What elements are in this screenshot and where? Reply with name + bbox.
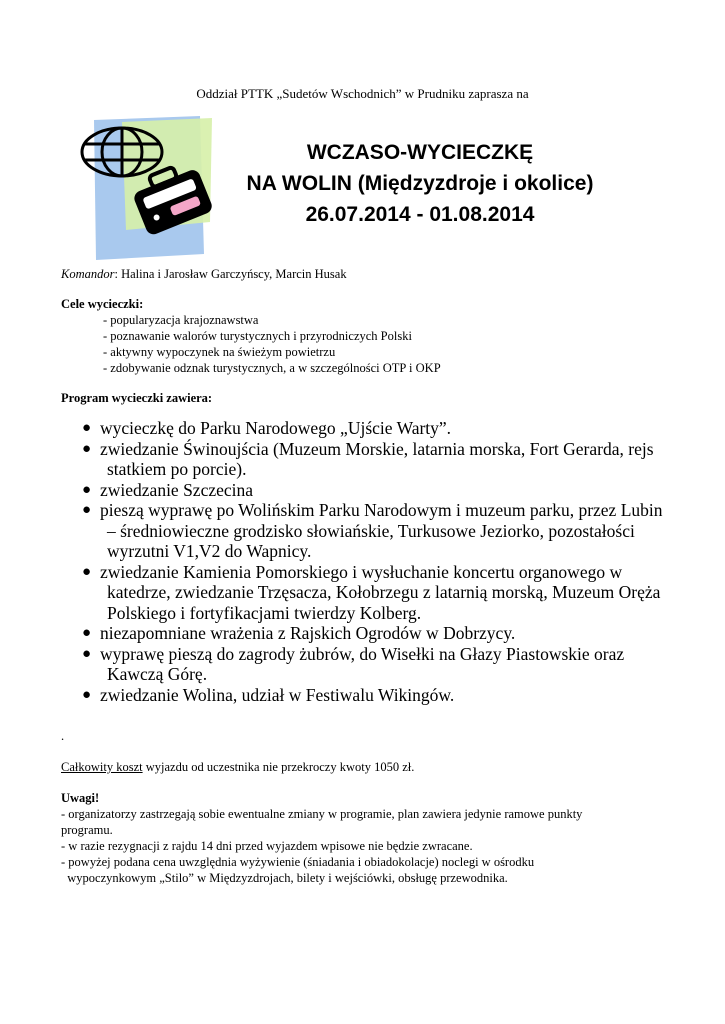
uwagi-line: - w razie rezygnacji z rajdu 14 dni przed wyjazdem wpisowe nie będzie zwracane. [61, 839, 473, 853]
program-item-text: zwiedzanie Wolina, udział w Festiwalu Wikingów. [100, 684, 455, 705]
komandor-label: Komandor [61, 267, 115, 281]
list-item [82, 480, 682, 501]
bullet-icon: ● [82, 481, 92, 498]
cost-text: wyjazdu od uczestnika nie przekroczy kwoty 1050 zł. [142, 760, 415, 774]
program-heading-text: Program wycieczki zawiera: [61, 391, 213, 405]
cele-item: - poznawanie walorów turystycznych i przyrodniczych Polski [103, 329, 412, 343]
cele-item: - zdobywanie odznak turystycznych, a w szczególności OTP i OKP [103, 361, 441, 375]
title-dates: 26.07.2014 - 01.08.2014 [305, 203, 535, 226]
komandor-value: : Halina i Jarosław Garczyńscy, Marcin Husak [114, 267, 347, 281]
program-list [82, 418, 682, 705]
list-item [82, 418, 682, 439]
program-heading [61, 390, 212, 406]
program-item-text: wyprawę pieszą do zagrody żubrów, do Wisełki na Głazy Piastowskie oraz [100, 643, 625, 664]
cost-line [61, 759, 414, 775]
program-item-text: zwiedzanie Szczecina [100, 479, 254, 500]
bullet-icon: ● [82, 625, 92, 641]
program-item-continuation: Kawczą Górę. [107, 664, 208, 684]
cele-section [61, 296, 441, 376]
cele-item: - popularyzacja krajoznawstwa [103, 313, 259, 327]
bullet-icon: ● [82, 686, 92, 703]
uwagi-line: programu. [61, 823, 113, 837]
bullet-icon: ● [82, 502, 92, 518]
uwagi-line: - organizatorzy zastrzegają sobie ewentualne zmiany w programie, plan zawiera jedynie ramowe punkty [61, 807, 583, 821]
program-item-continuation: wyrzutni V1,V2 do Wapnicy. [107, 541, 312, 561]
intro-line: Oddział PTTK „Sudetów Wschodnich” w Prudniku zaprasza na [196, 86, 529, 101]
title-line-2: NA WOLIN (Międzyzdroje i okolice) [246, 172, 594, 195]
bullet-icon: ● [82, 420, 92, 436]
cost-label: Całkowity koszt [61, 760, 143, 774]
list-item [82, 562, 682, 624]
program-item-continuation: – średniowieczne grodzisko słowiańskie, Turkusowe Jeziorko, pozostałości [107, 520, 635, 541]
cele-heading: Cele wycieczki: [61, 297, 144, 311]
bullet-icon: ● [82, 563, 92, 580]
bullet-icon: ● [82, 440, 92, 457]
uwagi-heading: Uwagi! [61, 791, 100, 805]
program-item-text: wycieczkę do Parku Narodowego „Ujście Warty”. [100, 418, 452, 438]
uwagi-line: wypoczynkowym „Stilo” w Międzyzdrojach, bilety i wejściówki, obsługę przewodnika. [61, 871, 508, 885]
uwagi-section [61, 790, 681, 886]
cele-item: - aktywny wypoczynek na świeżym powietrzu [103, 345, 336, 359]
program-item-text: zwiedzanie Kamienia Pomorskiego i wysłuchanie koncertu organowego w [100, 561, 623, 582]
uwagi-line: - powyżej podana cena uwzględnia wyżywienie (śniadania i obiadokolacje) noclegi w ośrodku [61, 855, 535, 869]
title-line-1: WCZASO-WYCIECZKĘ [306, 141, 534, 164]
list-item [82, 685, 682, 706]
komandor-line [61, 266, 347, 282]
program-item-text: pieszą wyprawę po Wolińskim Parku Narodowym i muzeum parku, przez Lubin [100, 500, 663, 520]
separator-dot: . [61, 729, 65, 743]
list-item [82, 644, 682, 685]
program-item-continuation: Polskiego i fortyfikacjami twierdzy Kolberg. [107, 602, 422, 623]
program-item-continuation: statkiem po porcie). [107, 459, 247, 479]
list-item [82, 500, 682, 562]
program-item-text: niezapomniane wrażenia z Rajskich Ogrodów w Dobrzycy. [100, 623, 516, 643]
list-item [82, 623, 682, 644]
program-item-continuation: katedrze, zwiedzanie Trzęsacza, Kołobrzegu z latarnią morską, Muzeum Oręża [107, 582, 661, 602]
program-item-text: zwiedzanie Świnoujścia (Muzeum Morskie, latarnia morska, Fort Gerarda, rejs [100, 438, 654, 459]
list-item [82, 439, 682, 480]
bullet-icon: ● [82, 645, 92, 662]
